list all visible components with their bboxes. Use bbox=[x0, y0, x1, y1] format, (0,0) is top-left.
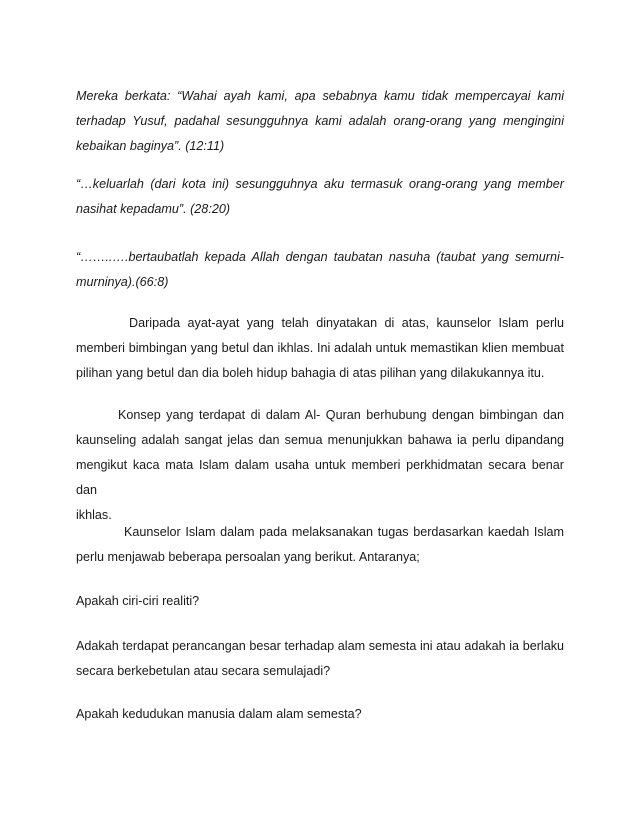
paragraph-line: memberi bimbingan yang betul dan ikhlas. Ini adalah untuk memastikan klien membuat bbox=[76, 341, 564, 355]
quote-surah-al-qasas bbox=[76, 172, 564, 222]
quote-line: kebaikan baginya”. (12:11) bbox=[76, 139, 225, 153]
question-line: Apakah kedudukan manusia dalam alam semesta? bbox=[76, 707, 362, 721]
question-line: Apakah ciri-ciri realiti? bbox=[76, 594, 200, 608]
quote-line: “…keluarlah (dari kota ini) sesungguhnya aku termasuk orang-orang yang member bbox=[76, 177, 564, 191]
quote-line: nasihat kepadamu”. (28:20) bbox=[76, 202, 231, 216]
paragraph-line: kaunseling adalah sangat jelas dan semua menunjukkan bahawa ia perlu dipandang bbox=[76, 433, 564, 447]
question-kedudukan-manusia bbox=[76, 702, 564, 727]
quote-line: terhadap Yusuf, padahal sesungguhnya kami adalah orang-orang yang mengingini bbox=[76, 114, 564, 128]
question-line: Adakah terdapat perancangan besar terhadap alam semesta ini atau adakah ia berlaku bbox=[76, 639, 564, 653]
paragraph-line: Daripada ayat-ayat yang telah dinyatakan di atas, kaunselor Islam perlu bbox=[129, 316, 564, 330]
quote-line: “……..….bertaubatlah kepada Allah dengan taubatan nasuha (taubat yang semurni- bbox=[76, 250, 564, 264]
paragraph-konsep bbox=[76, 403, 564, 528]
quote-line: Mereka berkata: “Wahai ayah kami, apa sebabnya kamu tidak mempercayai kami bbox=[76, 89, 564, 103]
question-line: secara berkebetulan atau secara semulajadi? bbox=[76, 664, 331, 678]
quote-surah-at-tahrim bbox=[76, 245, 564, 295]
question-ciri-realiti bbox=[76, 589, 564, 614]
paragraph-line: mengikut kaca mata Islam dalam usaha untuk memberi perkhidmatan secara benar dan bbox=[76, 458, 564, 497]
paragraph-kaunselor bbox=[76, 520, 564, 570]
paragraph-line: perlu menjawab beberapa persoalan yang berikut. Antaranya; bbox=[76, 550, 420, 564]
paragraph-line: Konsep yang terdapat di dalam Al- Quran berhubung dengan bimbingan dan bbox=[118, 408, 564, 422]
quote-surah-yusuf bbox=[76, 84, 564, 159]
paragraph-line: ikhlas. bbox=[76, 508, 112, 522]
paragraph-line: Kaunselor Islam dalam pada melaksanakan tugas berdasarkan kaedah Islam bbox=[124, 525, 564, 539]
question-perancangan-alam bbox=[76, 634, 564, 684]
paragraph-line: pilihan yang betul dan dia boleh hidup bahagia di atas pilihan yang dilakukannya itu. bbox=[76, 366, 545, 380]
paragraph-daripada bbox=[76, 311, 564, 386]
quote-line: murninya).(66:8) bbox=[76, 275, 169, 289]
